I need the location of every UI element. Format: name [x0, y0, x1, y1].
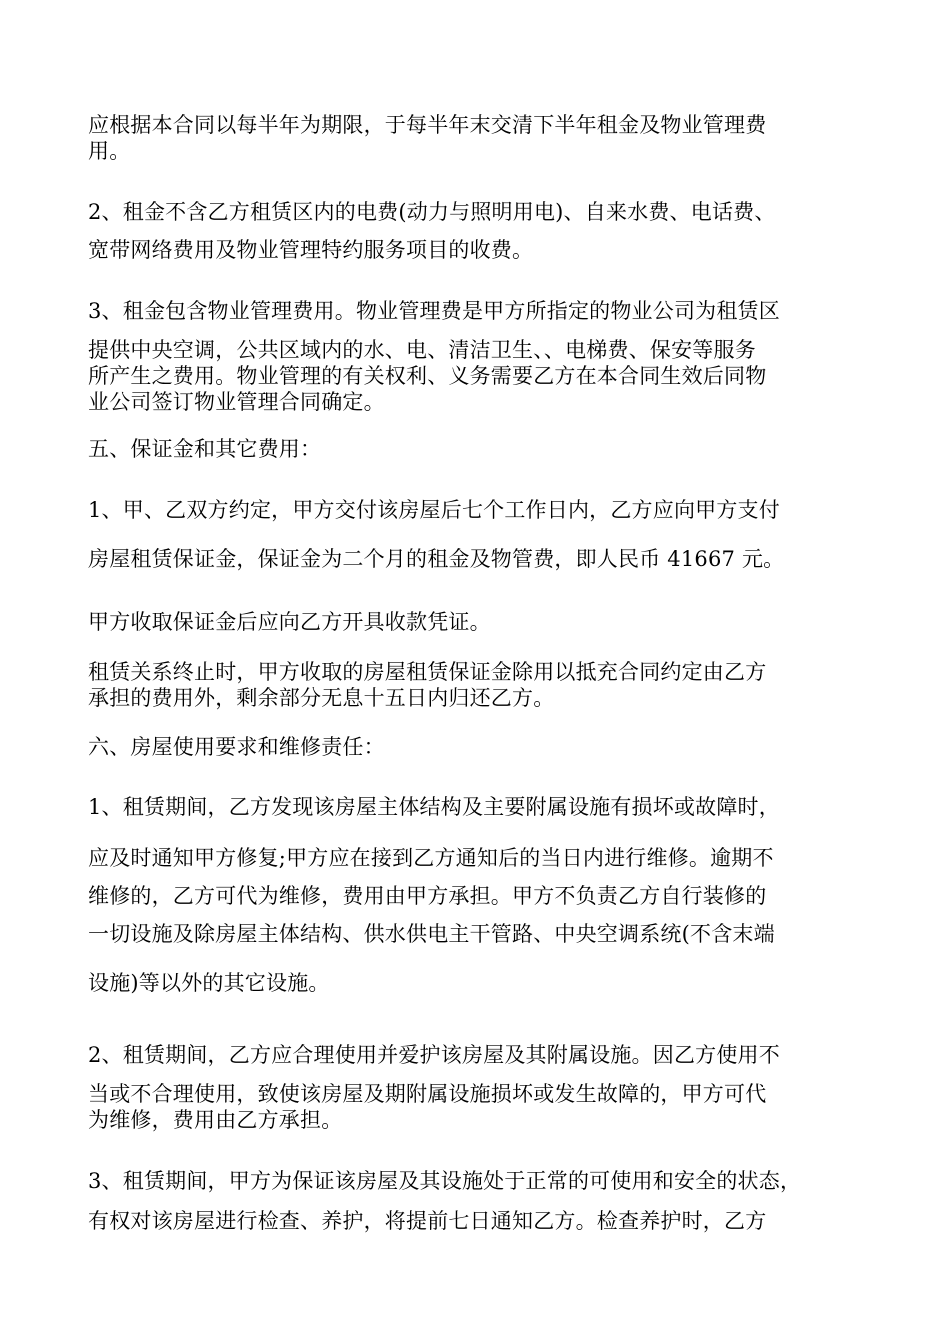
text-line: 3、租赁期间，甲方为保证该房屋及其设施处于正常的可使用和安全的状态，	[88, 1169, 802, 1193]
section-heading: 五、保证金和其它费用：	[88, 437, 322, 461]
text-line: 应根据本合同以每半年为期限，于每半年末交清下半年租金及物业管理费	[88, 113, 767, 137]
text-line: 当或不合理使用，致使该房屋及期附属设施损坏或发生故障的，甲方可代	[88, 1082, 767, 1106]
text-line: 2、租金不含乙方租赁区内的电费(动力与照明用电)、自来水费、电话费、	[88, 200, 776, 224]
text-line: 一切设施及除房屋主体结构、供水供电主干管路、中央空调系统(不含末端	[88, 922, 775, 946]
section-heading: 六、房屋使用要求和维修责任：	[88, 735, 385, 759]
text-line: 承担的费用外，剩余部分无息十五日内归还乙方。	[88, 686, 555, 710]
text-line: 2、租赁期间，乙方应合理使用并爱护该房屋及其附属设施。因乙方使用不	[88, 1043, 780, 1067]
text-line: 提供中央空调，公共区域内的水、电、清洁卫生、、电梯费、保安等服务	[88, 338, 756, 362]
text-line: 甲方收取保证金后应向乙方开具收款凭证。	[88, 610, 491, 634]
text-line: 应及时通知甲方修复;甲方应在接到乙方通知后的当日内进行维修。逾期不	[88, 846, 774, 870]
text-line: 所产生之费用。物业管理的有关权利、义务需要乙方在本合同生效后同物	[88, 364, 767, 388]
text-line: 业公司签订物业管理合同确定。	[88, 390, 385, 414]
text-line: 1、甲、乙双方约定，甲方交付该房屋后七个工作日内，乙方应向甲方支付	[88, 498, 780, 522]
text-line: 宽带网络费用及物业管理特约服务项目的收费。	[88, 238, 534, 262]
text-line: 房屋租赁保证金，保证金为二个月的租金及物管费，即人民币 41667 元。	[88, 547, 785, 571]
text-line: 维修的，乙方可代为维修，费用由甲方承担。甲方不负责乙方自行装修的	[88, 884, 767, 908]
text-line: 用。	[88, 139, 131, 163]
text-line: 1、租赁期间，乙方发现该房屋主体结构及主要附属设施有损坏或故障时，	[88, 795, 780, 819]
text-line: 有权对该房屋进行检查、养护，将提前七日通知乙方。检查养护时，乙方	[88, 1209, 767, 1233]
text-line: 为维修，费用由乙方承担。	[88, 1108, 343, 1132]
text-line: 设施)等以外的其它设施。	[88, 971, 330, 995]
text-line: 3、租金包含物业管理费用。物业管理费是甲方所指定的物业公司为租赁区	[88, 299, 780, 323]
text-line: 租赁关系终止时，甲方收取的房屋租赁保证金除用以抵充合同约定由乙方	[88, 660, 767, 684]
